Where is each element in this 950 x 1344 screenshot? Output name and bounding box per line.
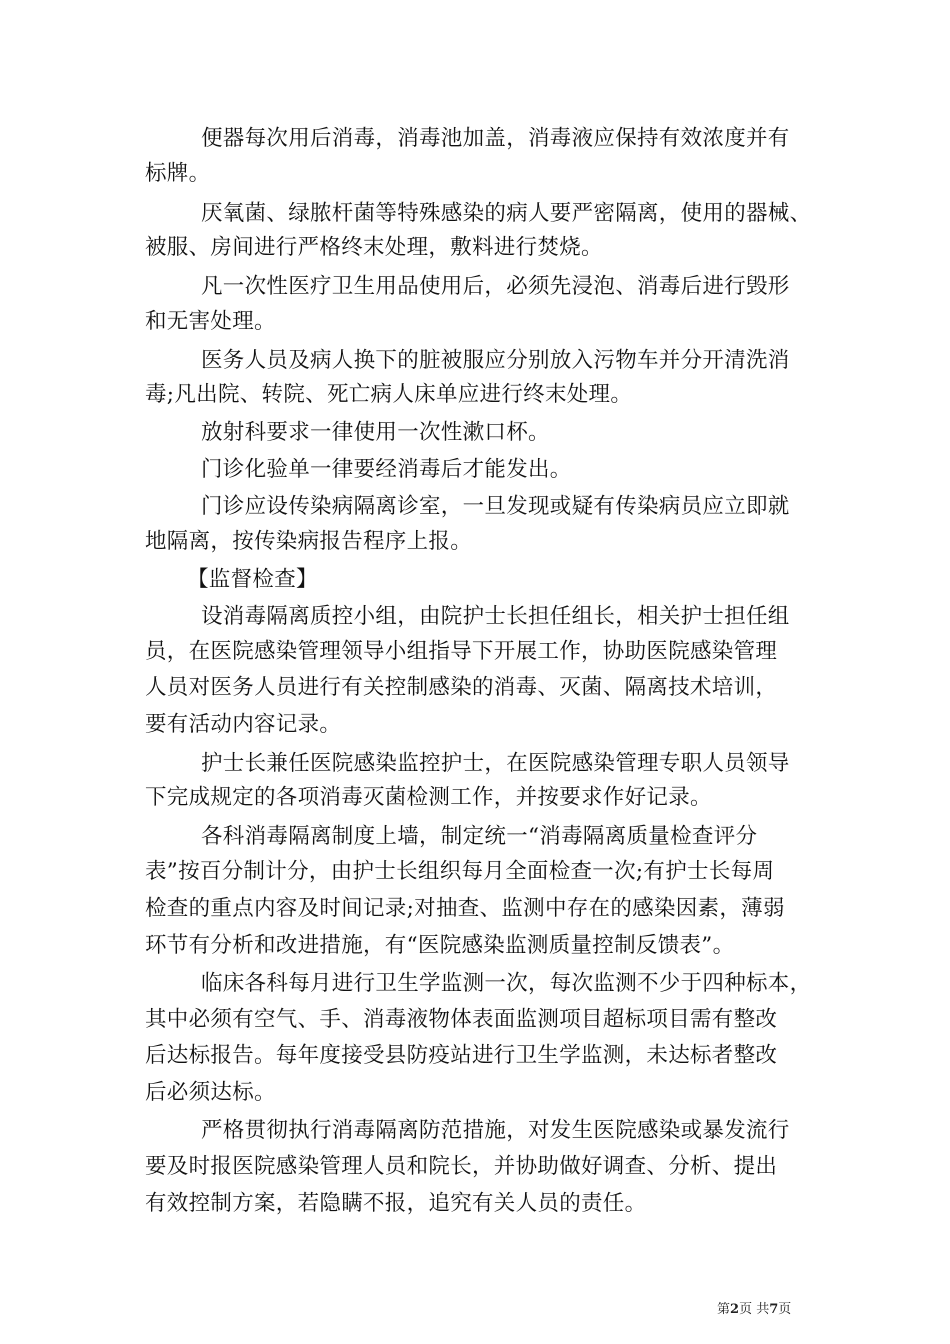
- paragraph-line: 标牌。: [145, 161, 211, 186]
- paragraph-line: 要有活动内容记录。: [145, 712, 342, 737]
- paragraph-line: 严格贯彻执行消毒隔离防范措施，对发生医院感染或暴发流行: [201, 1118, 790, 1143]
- paragraph-line: 员，在医院感染管理领导小组指导下开展工作，协助医院感染管理: [145, 639, 778, 664]
- paragraph-line: 表”按百分制计分，由护士长组织每月全面检查一次;有护士长每周: [145, 859, 775, 884]
- paragraph-line: 人员对医务人员进行有关控制感染的消毒、灭菌、隔离技术培训，: [145, 675, 778, 700]
- paragraph-line: 检查的重点内容及时间记录;对抽查、监测中存在的感染因素，薄弱: [145, 896, 785, 921]
- paragraph-line: 后必须达标。: [145, 1080, 276, 1105]
- paragraph-line: 后达标报告。每年度接受县防疫站进行卫生学监测，未达标者整改: [145, 1043, 778, 1068]
- paragraph-line: 凡一次性医疗卫生用品使用后，必须先浸泡、消毒后进行毁形: [201, 274, 790, 299]
- section-heading: 【监督检查】: [187, 567, 318, 592]
- paragraph-line: 便器每次用后消毒，消毒池加盖，消毒液应保持有效浓度并有: [201, 126, 790, 151]
- paragraph-line: 毒;凡出院、转院、死亡病人床单应进行终末处理。: [145, 382, 633, 407]
- paragraph-line: 护士长兼任医院感染监控护士，在医院感染管理专职人员领导: [201, 751, 790, 776]
- paragraph-line: 临床各科每月进行卫生学监测一次，每次监测不少于四种标本，: [201, 971, 812, 996]
- footer-middle: 页 共: [739, 1302, 770, 1317]
- paragraph-line: 门诊应设传染病隔离诊室，一旦发现或疑有传染病员应立即就: [201, 494, 790, 519]
- paragraph-line: 要及时报医院感染管理人员和院长，并协助做好调查、分析、提出: [145, 1154, 778, 1179]
- paragraph-line: 放射科要求一律使用一次性漱口杯。: [201, 420, 550, 445]
- footer-suffix: 页: [778, 1302, 792, 1317]
- paragraph-line: 各科消毒隔离制度上墙，制定统一“消毒隔离质量检查评分: [201, 824, 758, 849]
- paragraph-line: 被服、房间进行严格终末处理，敷料进行焚烧。: [145, 235, 603, 260]
- paragraph-line: 有效控制方案，若隐瞒不报，追究有关人员的责任。: [145, 1191, 647, 1216]
- paragraph-line: 下完成规定的各项消毒灭菌检测工作，并按要求作好记录。: [145, 785, 712, 810]
- paragraph-line: 门诊化验单一律要经消毒后才能发出。: [201, 457, 572, 482]
- paragraph-line: 地隔离，按传染病报告程序上报。: [145, 529, 473, 554]
- paragraph-line: 厌氧菌、绿脓杆菌等特殊感染的病人要严密隔离，使用的器械、: [201, 201, 812, 226]
- page-footer: [717, 1302, 791, 1318]
- total-pages-number: 7: [769, 1302, 779, 1317]
- current-page-number: 2: [730, 1302, 740, 1317]
- paragraph-line: 其中必须有空气、手、消毒液物体表面监测项目超标项目需有整改: [145, 1007, 778, 1032]
- paragraph-line: 医务人员及病人换下的脏被服应分别放入污物车并分开清洗消: [201, 348, 790, 373]
- paragraph-line: 和无害处理。: [145, 309, 276, 334]
- footer-prefix: 第: [717, 1302, 731, 1317]
- paragraph-line: 环节有分析和改进措施，有“医院感染监测质量控制反馈表”。: [145, 933, 735, 958]
- paragraph-line: 设消毒隔离质控小组，由院护士长担任组长，相关护士担任组: [201, 604, 790, 629]
